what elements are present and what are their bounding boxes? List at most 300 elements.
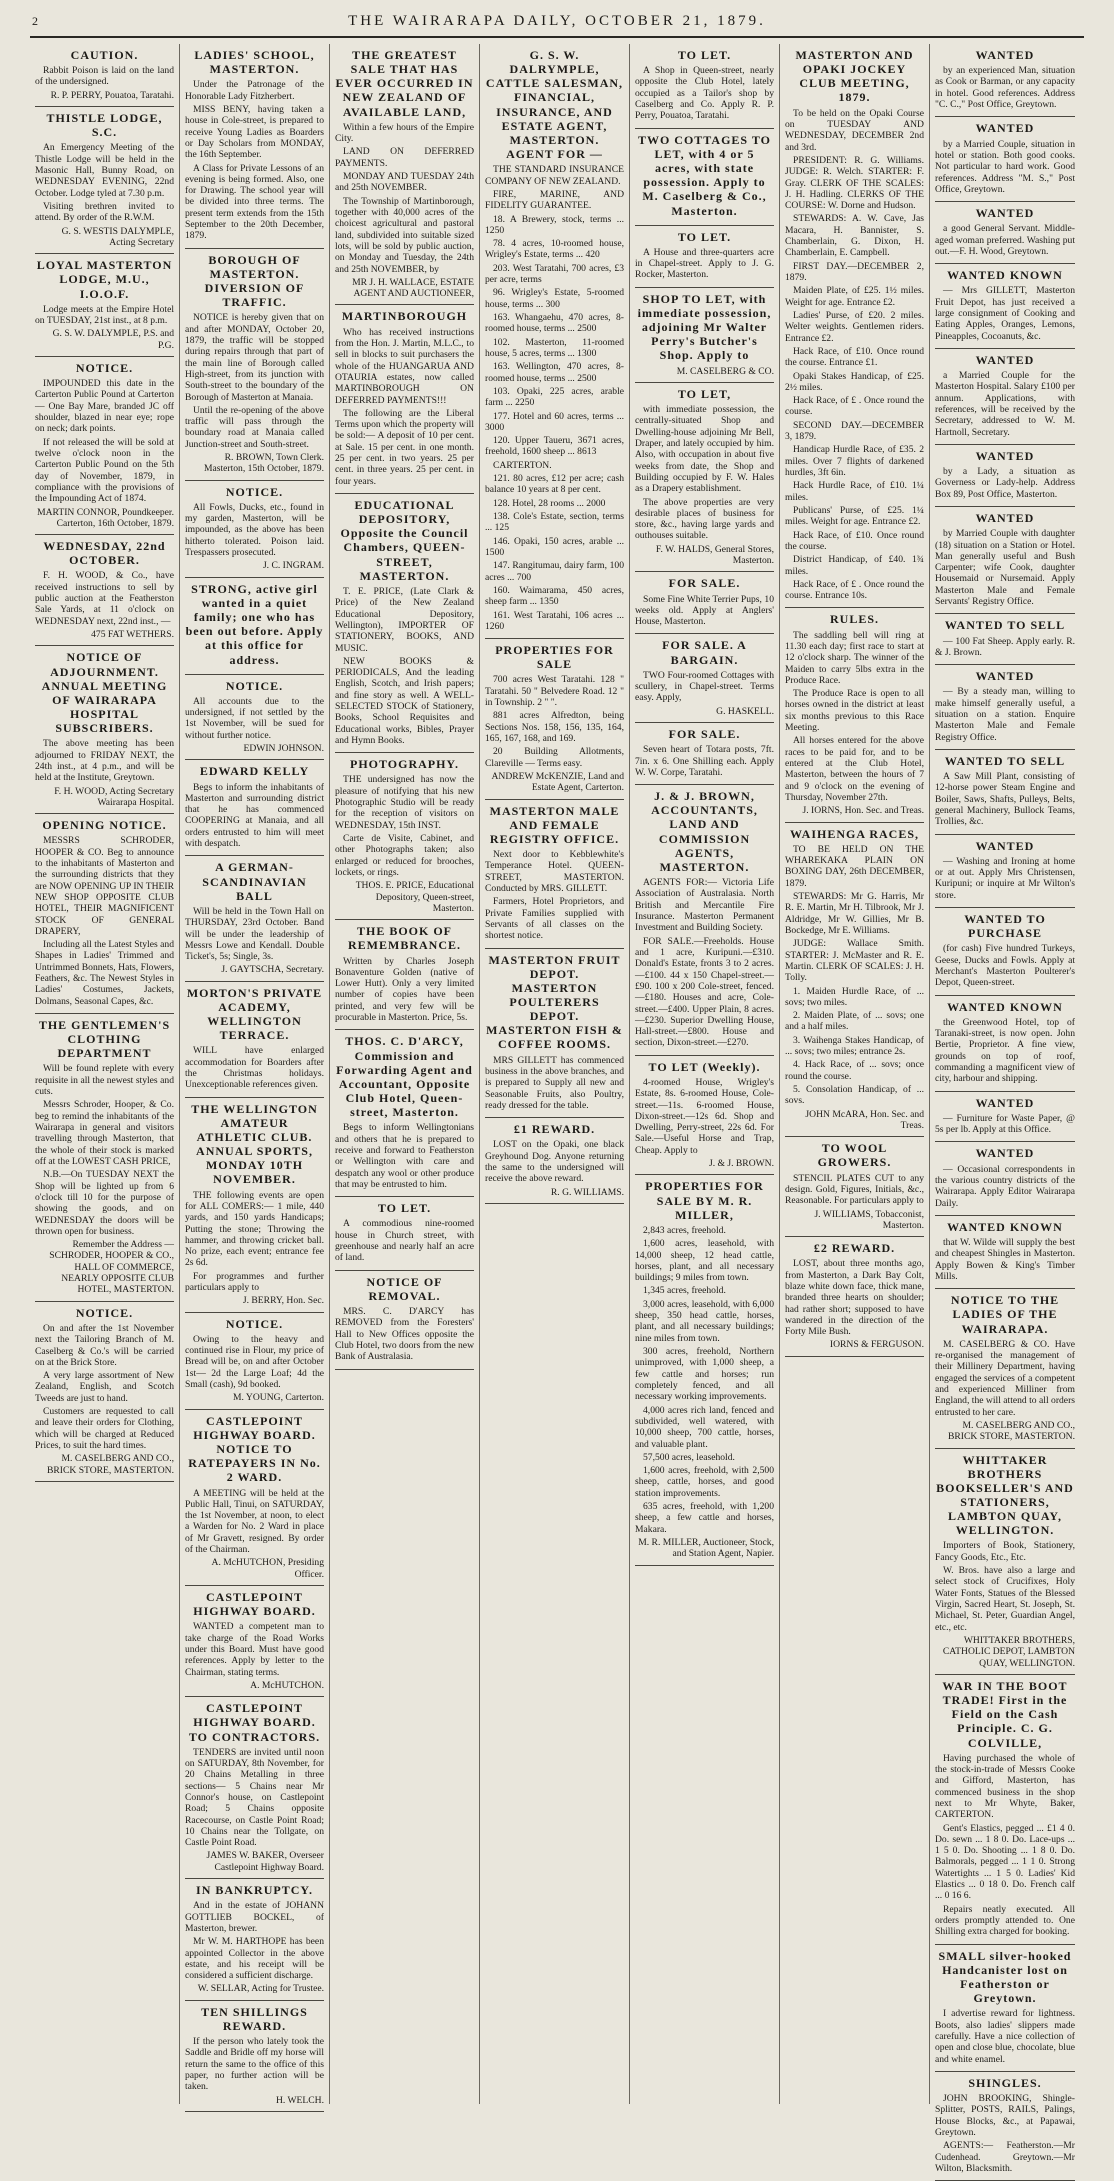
ad-paragraph: 163. Wellington, 470 acres, 8-roomed house, terms ... 2500 — [485, 361, 624, 384]
ad-paragraph: A MEETING will be held at the Public Hall, Tinui, on SATURDAY, the 1st November, at noon, to elect a Warden for No. 2 Ward in place of Mr Gravett, resigned. By order of the Chairman. — [185, 1487, 324, 1556]
ad-paragraph: FIRE, MARINE, AND FIDELITY GUARANTEE. — [485, 188, 624, 212]
ad-paragraph: A House and three-quarters acre in Chapel-street. Apply to J. G. Rocker, Masterton. — [635, 246, 774, 281]
ad-paragraph: Under the Patronage of the Honorable Lady Fitzherbert. — [185, 79, 324, 102]
advertisement — [185, 2001, 324, 2112]
masthead — [30, 6, 1084, 38]
ad-paragraph: WANTED a competent man to take charge of the Road Works under this Board. Must have good references. Apply by letter to the Chairman, stating terms. — [185, 1621, 324, 1678]
ad-heading: FOR SALE. — [668, 576, 741, 591]
ad-heading: OPENING NOTICE. — [42, 818, 167, 833]
ad-heading: LOYAL MASTERTON LODGE, M.U., I.O.O.F. — [36, 258, 173, 301]
ad-paragraph: The saddling bell will ring at 11.30 each day; first race to start at 12 o'clock sharp. The winner of the Maiden to carry 5lbs extra in the Produce Race. — [785, 629, 924, 686]
ad-paragraph: The following are the Liberal Terms upon which the property will be sold:— A deposit of 10 per cent. at Sale. 15 per cent. in one month. 25 per cent. in two years. 25 per cent. in three years. 25 per cent. in four years. — [335, 407, 474, 487]
ad-paragraph: 4. Hack Race, of ... sovs; once round the course. — [785, 1059, 924, 1082]
advertisement — [935, 1142, 1075, 1215]
ad-paragraph: A commodious nine-roomed house in Church street, with greenhouse and nearly half an acre of land. — [335, 1218, 474, 1264]
ad-paragraph: Opaki Stakes Handicap, of £25. 2½ miles. — [785, 370, 924, 393]
ad-paragraph: 1. Maiden Hurdle Race, of ... sovs; two miles. — [785, 985, 924, 1008]
ad-paragraph: 177. Hotel and 60 acres, terms ... 3000 — [485, 410, 624, 433]
ad-paragraph: Hack Race, of £10. Once round the course. Entrance £1. — [785, 345, 924, 369]
ad-paragraph: TENDERS are invited until noon on SATURDAY, 8th November, for 20 Chains Metalling in three sections— 5 Chains near Mr Connor's house, on Castlepoint Road; 5 Chains opposite Racecourse, on Castle Point Road; 10 Chains near the Tollgate, on Castle Point Road. — [185, 1746, 324, 1849]
advertisement — [785, 608, 924, 822]
ad-paragraph: 146. Opaki, 150 acres, arable ... 1500 — [485, 535, 624, 558]
ad-paragraph: LAND ON DEFERRED PAYMENTS. — [335, 146, 474, 169]
ad-heading: WAIHENGA RACES, — [789, 826, 920, 841]
ad-paragraph: the Greenwood Hotel, top of Taranaki-street, is now open. John Bertie, Proprietor. A fine view, grounds on top of roof, commanding a magnificent view of city, harbour and shipping. — [935, 1016, 1075, 1085]
advertisement — [35, 254, 174, 357]
advertisement — [785, 823, 924, 1138]
ad-paragraph: Repairs neatly executed. All orders promptly attended to. One Shilling extra charged for booking. — [935, 1903, 1075, 1938]
ad-paragraph: All Fowls, Ducks, etc., found in my garden, Masterton, will be impounded, as the above has been hitherto tolerated. Poison laid. Trespassers prosecuted. — [185, 501, 324, 559]
advertisement — [785, 1237, 924, 1357]
advertisement — [185, 1098, 324, 1313]
advertisement — [935, 44, 1075, 117]
advertisement — [935, 908, 1075, 996]
ad-heading: THE GREATEST SALE THAT HAS EVER OCCURRED IN NEW ZEALAND OF AVAILABLE LAND, — [335, 48, 474, 119]
ad-paragraph: On and after the 1st November next the Tailoring Branch of M. Caselberg & Co.'s will be carried on at the Brick Store. — [35, 1322, 174, 1368]
ad-paragraph: MRS GILLETT has commenced business in the above branches, and is prepared to Supply all new and Seasonable Fruits, also Poultry, ready dressed for the table. — [485, 1054, 624, 1111]
ad-paragraph: FIRST DAY.—DECEMBER 2, 1879. — [785, 260, 924, 283]
ad-paragraph: CARTERTON. — [493, 459, 552, 471]
advertisement — [635, 723, 774, 785]
ad-heading: WANTED — [975, 206, 1035, 221]
ad-heading: WANTED — [975, 352, 1035, 367]
ad-paragraph: An Emergency Meeting of the Thistle Lodge will be held in the Masonic Hall, Bunny Road, on WEDNESDAY EVENING, 22nd October. Lodge tyled at 7.30 p.m. — [35, 142, 174, 199]
column-4 — [480, 44, 630, 2104]
ad-heading: WANTED — [975, 48, 1035, 62]
ad-paragraph: The Township of Martinborough, together with 40,000 acres of the choicest agricultural and pastoral land, subdivided into suitable sized lots, will be sold by public auction, on Monday and Tuesday, the 24th and 25th NOVEMBER, by — [335, 195, 474, 275]
ad-paragraph: with immediate possession, the centrally-situated Shop and Dwelling-house adjoining Mr Bell, Draper, and lately occupied by him. Also, with occupation in about five weeks from date, the Shop and Building occupied by F. W. Hales as a Drapery establishment. — [635, 404, 774, 495]
ad-paragraph: a Married Couple for the Masterton Hospital. Salary £100 per annum. Applications, with references, will be received by the Secretary, addressed to W. M. Hartnoll, Secretary. — [935, 370, 1075, 438]
ad-paragraph: by a Married Couple, situation in hotel or station. Both good cooks. Not particular to hard work. Good references. Address "M. S.," Post Office, Greytown. — [935, 138, 1075, 195]
ad-paragraph: Who has received instructions from the Hon. J. Martin, M.L.C., to sell in blocks to suit purchasers the whole of the HUANGARUA AND OTAURIA estates, now called MARTINBOROUGH ON DEFERRED PAYMENTS!!! — [335, 326, 474, 406]
ad-paragraph: THE undersigned has now the pleasure of notifying that his new Photographic Studio will be ready for the reception of visitors on WEDNESDAY, 15th INST. — [335, 774, 474, 831]
ad-paragraph: Having purchased the whole of the stock-in-trade of Messrs Cooke and Gifford, Masterton, has commenced business in the shop next to Mr Whyte, Baker, CARTERTON. — [935, 1752, 1075, 1821]
ad-paragraph: 18. A Brewery, stock, terms ... 1250 — [485, 213, 624, 236]
ad-heading: TO LET, — [677, 386, 732, 401]
page-number: 2 — [32, 14, 38, 28]
ad-paragraph: 635 acres, freehold, with 1,200 sheep, a few cattle and horses, Makara. — [635, 1501, 774, 1535]
ad-paragraph: 103. Opaki, 225 acres, arable farm ... 2250 — [485, 385, 624, 409]
ad-paragraph: The above properties are very desirable places of business for store, &c., having large yards and outhouses suitable. — [635, 496, 774, 542]
ad-paragraph: Will be found replete with every requisite in all the newest styles and cuts. — [35, 1063, 174, 1098]
advertisement — [185, 1879, 324, 2001]
advertisement — [335, 1030, 474, 1197]
advertisement — [185, 856, 324, 981]
advertisement — [335, 1197, 474, 1270]
ad-heading: WANTED TO SELL — [944, 618, 1066, 633]
ad-heading: MARTINBOROUGH — [341, 309, 468, 324]
ad-heading: SHINGLES. — [968, 2075, 1042, 2090]
ad-paragraph: 121. 80 acres, £12 per acre; cash balance 10 years at 8 per cent. — [485, 473, 624, 496]
advertisement — [935, 1675, 1075, 1945]
ad-paragraph: And in the estate of JOHANN GOTTLIEB BOCKEL, of Masterton, brewer. — [185, 1900, 324, 1934]
ad-paragraph: WILL have enlarged accommodation for Boarders after the Christmas holidays. Unexceptionable references given. — [185, 1045, 324, 1091]
ad-paragraph: STEWARDS: A. W. Cave, Jas Macara, H. Bannister, S. Chamberlain, G. Dixon, H. Chamberlain, E. Campbell. — [785, 213, 924, 259]
ad-paragraph: Begs to inform Wellingtonians and others that he is prepared to receive and forward to Featherston or Wellington with care and despatch any wool or other produce that may be entrusted to him. — [335, 1122, 474, 1190]
ad-heading: CASTLEPOINT HIGHWAY BOARD. NOTICE TO RATEPAYERS IN No. 2 WARD. — [188, 1413, 321, 1485]
ad-heading: STRONG, active girl wanted in a quiet family; one who has been out before. Apply at this office for address. — [185, 581, 324, 667]
ad-signature: J. C. INGRAM. — [262, 560, 324, 572]
ad-paragraph: If the person who lately took the Saddle and Bridle off my horse will return the same to the office of this paper, no further action will be taken. — [185, 2036, 324, 2093]
advertisement — [335, 753, 474, 920]
ad-heading: TO LET. — [377, 1201, 432, 1216]
ad-heading: NOTICE. — [225, 1316, 284, 1331]
ad-paragraph: 163. Whangaehu, 470 acres, 8-roomed house, terms ... 2500 — [485, 312, 624, 335]
advertisement — [35, 357, 174, 535]
ad-heading: EDWARD KELLY — [199, 764, 310, 779]
ad-paragraph: The Produce Race is open to all horses owned in the district at least six months previous to this Race Meeting. — [785, 688, 924, 734]
ad-signature: A. McHUTCHON, Presiding Officer. — [211, 1557, 324, 1580]
ad-heading: RULES. — [829, 612, 879, 627]
ad-paragraph: 78. 4 acres, 10-roomed house, Wrigley's Estate, terms ... 420 — [485, 238, 624, 261]
advertisement — [935, 1216, 1075, 1289]
ad-paragraph: 881 acres Alfredton, being Sections Nos. 158, 156, 135, 164, 165, 167, 168, and 169. — [485, 710, 624, 744]
ad-paragraph: Ladies' Purse, of £20. 2 miles. Welter weights. Gentlemen riders. Entrance £2. — [785, 309, 924, 344]
ad-heading: TO LET. — [677, 229, 732, 244]
advertisement — [935, 1092, 1075, 1143]
ad-heading: WANTED TO SELL — [944, 753, 1066, 768]
ad-paragraph: Owing to the heavy and continued rise in Flour, my price of Bread will be, on and after October 1st— 2d the Large Loaf; 4d the Small (cash), 9d booked. — [185, 1333, 324, 1391]
ad-paragraph: Including all the Latest Styles and Shapes in Ladies' Trimmed and Untrimmed Bonnets, Hats, Flowers, Feathers, &c. The Newest Styles in Ladies' Costumes, Jackets, Dolmans, Seasonal Capes, &c. — [35, 939, 174, 1007]
advertisement — [35, 1014, 174, 1302]
ad-heading: NOTICE TO THE LADIES OF THE WAIRARAPA. — [950, 1293, 1060, 1336]
ad-heading: MORTON'S PRIVATE ACADEMY, WELLINGTON TERRACE. — [186, 985, 323, 1043]
ad-paragraph: Handicap Hurdle Race, of £35. 2 miles. Over 7 flights of darkened hurdles, 3ft 6in. — [785, 444, 924, 478]
advertisement — [635, 1056, 774, 1176]
ad-signature: J. IORNS, Hon. Sec. and Treas. — [802, 805, 924, 817]
ad-heading: THISTLE LODGE, S.C. — [46, 111, 163, 140]
ad-paragraph: Maiden Plate, of £25. 1½ miles. Weight for age. Entrance £2. — [785, 285, 924, 308]
ad-paragraph: NEW BOOKS & PERIODICALS, And the leading English, Scotch, and Irish papers; and fine story as well. A WELL-SELECTED STOCK of Stationery, Books, School Requisites and Educational works, Bibles, Prayer and Hymn Books. — [335, 655, 474, 746]
advertisement — [935, 1945, 1075, 2072]
ad-paragraph: STEWARDS: Mr G. Harris, Mr R. E. Martin, Mr H. Tilbrook, Mr J. Aldridge, Mr W. Gillies, Mr B. Bockedge, Mr E. Williams. — [785, 891, 924, 936]
ad-heading: IN BANKRUPTCY. — [196, 1883, 313, 1898]
ad-signature: M. CASELBERG AND CO., BRICK STORE, MASTERTON. — [46, 1453, 174, 1476]
advertisement — [935, 507, 1075, 614]
ad-paragraph: 203. West Taratahi, 700 acres, £3 per acre, terms — [485, 262, 624, 286]
ad-heading: THE WELLINGTON AMATEUR ATHLETIC CLUB. ANNUAL SPORTS, MONDAY 10TH NOVEMBER. — [191, 1101, 318, 1187]
ad-paragraph: IMPOUNDED this date in the Carterton Public Pound at Carterton — One Bay Mare, branded JC off shoulder, blazed in near eye; rope on neck; dark points. — [35, 378, 174, 435]
ad-paragraph: Hack Race, of £ . Once round the course. — [785, 395, 924, 418]
ad-heading: WHITTAKER BROTHERS BOOKSELLER'S AND STATIONERS, LAMBTON QUAY, WELLINGTON. — [936, 1452, 1074, 1538]
advertisement — [185, 1410, 324, 1586]
ad-paragraph: 57,500 acres, leasehold. — [643, 1451, 735, 1463]
column-7 — [930, 44, 1080, 2174]
ad-heading: NOTICE. — [225, 678, 284, 693]
ad-paragraph: Carte de Visite, Cabinet, and other Photographs taken; also enlarged or reduced for brooches, lockets, or rings. — [335, 833, 474, 878]
ad-heading: TO WOOL GROWERS. — [817, 1141, 892, 1170]
ad-heading: TEN SHILLINGS REWARD. — [201, 2004, 308, 2033]
ad-heading: WAR IN THE BOOT TRADE! First in the Field on the Cash Principle. C. G. COLVILLE, — [942, 1678, 1068, 1750]
ad-signature: M. R. MILLER, Auctioneer, Stock, and Station Agent, Napier. — [638, 1537, 774, 1560]
ad-paragraph: For programmes and further particulars apply to — [185, 1270, 324, 1294]
ad-paragraph: 5. Consolation Handicap, of ... sovs. — [785, 1084, 924, 1107]
ad-paragraph: THE STANDARD INSURANCE COMPANY OF NEW ZEALAND. — [485, 164, 624, 187]
advertisement — [485, 1118, 624, 1204]
advertisement — [935, 202, 1075, 264]
ad-paragraph: Hack Race, of £ . Once round the course. Entrance 10s. — [785, 578, 924, 602]
ad-heading: WANTED TO PURCHASE — [964, 912, 1046, 941]
ad-heading: £2 REWARD. — [813, 1241, 896, 1256]
ad-paragraph: 160. Waimarama, 450 acres, sheep farm ... 1350 — [485, 584, 624, 608]
advertisement — [35, 107, 174, 254]
ad-paragraph: 147. Rangitumau, dairy farm, 100 acres ... 700 — [485, 560, 624, 583]
ad-heading: PROPERTIES FOR SALE BY M. R. MILLER, — [645, 1179, 764, 1222]
ad-signature: F. H. WOOD, Acting Secretary Wairarapa Hospital. — [54, 785, 174, 808]
ad-paragraph: 2,843 acres, freehold. — [643, 1224, 726, 1236]
ad-paragraph: a good General Servant. Middle-aged woman preferred. Washing put out.—F. H. Wood, Greytown. — [935, 223, 1075, 257]
column-2 — [180, 44, 330, 2104]
ad-signature: A. McHUTCHON. — [250, 1679, 324, 1691]
ad-heading: WANTED — [975, 121, 1035, 136]
ad-heading: BOROUGH OF MASTERTON. DIVERSION OF TRAFFIC. — [204, 252, 305, 310]
ad-signature: R. G. WILLIAMS. — [550, 1186, 624, 1198]
ad-paragraph: W. Bros. have also a large and select stock of Crucifixes, Holy Water Fonts, Statues of the Blessed Virgin, Sacred Heart, St. Joseph, St. Michael, St. Peter, Guardian Angel, etc., etc. — [935, 1565, 1075, 1633]
ad-signature: G. S. WESTIS DALYMPLE, Acting Secretary — [61, 225, 174, 248]
ad-signature: M. CASELBERG & CO. — [676, 365, 774, 377]
ad-heading: NOTICE. — [225, 484, 284, 499]
ad-heading: TO LET. — [677, 48, 732, 62]
advertisement — [635, 634, 774, 723]
ad-heading: FOR SALE. A BARGAIN. — [662, 638, 747, 667]
ad-heading: WEDNESDAY, 22nd OCTOBER. — [43, 539, 166, 568]
ad-paragraph: Hack Race, of £10. Once round the course. — [785, 529, 924, 552]
ad-paragraph: Mr W. M. HARTHOPE has been appointed Collector in the above estate, and his receipt will be considered a sufficient discharge. — [185, 1936, 324, 1982]
ad-signature: W. SELLAR, Acting for Trustee. — [197, 1983, 324, 1995]
ad-heading: CASTLEPOINT HIGHWAY BOARD. TO CONTRACTORS. — [188, 1701, 321, 1744]
ad-paragraph: MESSRS SCHRODER, HOOPER & CO. Beg to announce to the inhabitants of Masterton and the surrounding districts that they are NOW OPENING UP IN THEIR NEW SHOP OPPOSITE CLUB HOTEL, THEIR MAGNIFICENT STOCK OF GENERAL DRAPERY, — [35, 835, 174, 937]
ad-heading: WANTED KNOWN — [947, 999, 1063, 1014]
ad-signature: R. P. PERRY, Pouatoa, Taratahi. — [50, 89, 174, 101]
ad-heading: TO LET (Weekly). — [648, 1059, 761, 1074]
ad-signature: H. WELCH. — [275, 2094, 324, 2106]
ad-heading: CAUTION. — [70, 48, 139, 62]
ad-paragraph: Lodge meets at the Empire Hotel on TUESDAY, 21st inst., at 8 p.m. — [35, 303, 174, 326]
ad-paragraph: TO BE HELD ON THE WHAREKAKA PLAIN ON BOXING DAY, 26th DECEMBER, 1879. — [785, 843, 924, 889]
ad-paragraph: A Shop in Queen-street, nearly opposite the Club Hotel, lately occupied as a Tailor's shop by Caselberg and Co. Apply R. P. Perry, Pouatoa, Taratahi. — [635, 65, 774, 122]
ad-heading: TWO COTTAGES TO LET, with 4 or 5 acres, with state possession. Apply to M. Caselberg & Co., Masterton. — [637, 132, 772, 218]
ad-heading: MASTERTON FRUIT DEPOT. MASTERTON POULTERERS DEPOT. MASTERTON FISH & COFFEE ROOMS. — [486, 952, 623, 1052]
advertisement — [335, 494, 474, 753]
ad-paragraph: AGENTS FOR:— Victoria Life Association of Australasia. North British and Mercantile Fire Insurance. Masterton Permanent Investment and Building Society. — [635, 877, 774, 934]
advertisement — [485, 44, 624, 639]
advertisement — [185, 481, 324, 578]
ad-paragraph: 1,600 acres, freehold, with 2,500 sheep, cattle, horses, and good station improvements. — [635, 1465, 774, 1499]
ad-paragraph: by an experienced Man, situation as Cook or Barman, or any capacity in hotel. Good references. Address "C. C.," Post Office, Greytown. — [935, 65, 1075, 111]
ad-heading: WANTED — [975, 669, 1035, 684]
ad-heading: NOTICE OF REMOVAL. — [366, 1274, 443, 1303]
advertisement — [635, 572, 774, 634]
ad-signature: MARTIN CONNOR, Poundkeeper. Carterton, 16th October, 1879. — [37, 506, 174, 529]
advertisement — [185, 675, 324, 761]
newspaper-title: THE WAIRARAPA DAILY, OCTOBER 21, 1879. — [348, 13, 766, 29]
ad-paragraph: Importers of Book, Stationery, Fancy Goods, Etc., Etc. — [935, 1540, 1075, 1563]
ad-paragraph: Farmers, Hotel Proprietors, and Private Families supplied with Servants of all classes on the shortest notice. — [485, 896, 624, 942]
ad-paragraph: The above meeting has been adjourned to FRIDAY NEXT, the 24th inst., at 4 p.m., and will be held at the Institute, Greytown. — [35, 738, 174, 784]
ad-heading: WANTED — [975, 511, 1035, 526]
advertisement — [935, 349, 1075, 445]
ad-paragraph: Some Fine White Terrier Pups, 10 weeks old. Apply at Anglers' House, Masterton. — [635, 593, 774, 628]
ad-heading: SHOP TO LET, with immediate possession, adjoining Mr Walter Perry's Butcher's Shop. Apply to — [637, 291, 772, 363]
ad-paragraph: Gent's Elastics, pegged ... £1 4 0. Do. sewn ... 1 8 0. Do. Lace-ups ... 1 5 0. Do. Shooting ... 1 8 0. Do. Balmorals, pegged ... 1 1 0. Strong Watertights ... 1 5 0. Ladies' Kid Elastics ... 0 18 0. Do. French calf ... 0 16 6. — [935, 1822, 1075, 1902]
ad-paragraph: LOST, about three months ago, from Masterton, a Dark Bay Colt, blaze white down face, thick mane, branded three hearts on shoulder; had rather short; supposed to have wandered in the direction of the Forty Mile Bush. — [785, 1258, 924, 1338]
ad-paragraph: All horses entered for the above races to be paid for, and to be entered at the Club Hotel, Masterton, between the hours of 7 and 9 o'clock on the evening of Thursday, November 27th. — [785, 735, 924, 803]
ad-heading: FOR SALE. — [668, 727, 741, 742]
advertisement — [185, 1586, 324, 1697]
ad-heading: MASTERTON MALE AND FEMALE REGISTRY OFFICE. — [489, 803, 620, 846]
ad-paragraph: 1,345 acres, freehold. — [643, 1285, 726, 1297]
ad-paragraph: 96. Wrigley's Estate, 5-roomed house, terms ... 300 — [485, 287, 624, 310]
ad-paragraph: by Married Couple with daughter (18) situation on a Station or Hotel. Man generally useful and Bush Carpenter; wife Cook, daughter Housemaid or Nursemaid. Apply Masterton Male and Female Servants' Registry Office. — [935, 528, 1075, 608]
ad-heading: THE BOOK OF REMEMBRANCE. — [348, 924, 461, 953]
ad-paragraph: STENCIL PLATES CUT to any design. Gold, Figures, Initials, &c., Reasonable. For particulars apply to — [785, 1172, 924, 1207]
ad-signature: MR J. H. WALLACE, ESTATE AGENT AND AUCTIONEER, — [352, 276, 474, 300]
advertisement — [485, 639, 624, 799]
advertisement — [335, 44, 474, 305]
ad-signature: 475 FAT WETHERS. — [91, 629, 174, 641]
ad-paragraph: — By a steady man, willing to make himself generally useful, a situation on a station. Enquire Masterton Male and Female Registry Office. — [935, 686, 1075, 743]
ad-paragraph: N.B.—On TUESDAY NEXT the Shop will be lighted up from 6 o'clock till 10 for the purpose of showing the goods, and on WEDNESDAY the doors will be thrown open for business. — [35, 1169, 174, 1237]
advertisement — [35, 646, 174, 814]
advertisement — [185, 44, 324, 249]
ad-paragraph: PRESIDENT: R. G. Williams. JUDGE: R. Welch. STARTER: F. Gray. CLERK OF THE SCALES: J. H. Hadling. CLERKS OF THE COURSE: W. Dorne and Hudson. — [785, 154, 924, 212]
advertisement — [35, 1302, 174, 1482]
ad-paragraph: Seven heart of Totara posts, 7ft. 7in. x 6. One Shilling each. Apply W. W. Corpe, Taratahi. — [635, 744, 774, 778]
ad-paragraph: Rabbit Poison is laid on the land of the undersigned. — [35, 65, 174, 88]
advertisement — [485, 949, 624, 1119]
ad-paragraph: Hack Hurdle Race, of £10. 1¼ miles. — [785, 480, 924, 503]
ad-heading: CASTLEPOINT HIGHWAY BOARD. — [193, 1590, 316, 1619]
ad-paragraph: 128. Hotel, 28 rooms ... 2000 — [493, 497, 606, 509]
advertisement — [935, 996, 1075, 1092]
advertisement — [785, 44, 924, 608]
ad-paragraph: I advertise reward for lightness. Boots, also ladies' slippers made carefully. Have a nice collection of open and close blue, chocolate, blue and white enamel. — [935, 2008, 1075, 2065]
ad-heading: NOTICE. — [75, 1305, 134, 1320]
ad-heading: THOS. C. D'ARCY, Commission and Forwarding Agent and Accountant, Opposite Club Hotel, Queen-street, Masterton. — [336, 1034, 473, 1120]
ad-paragraph: 300 acres, freehold, Northern unimproved, with 1,000 sheep, a few cattle and horses; run completely fenced, and all necessary working improvements. — [635, 1346, 774, 1403]
column-5 — [630, 44, 780, 2104]
ad-paragraph: Customers are requested to call and leave their orders for Clothing, which will be charged at Reduced Prices, to suit the hard times. — [35, 1406, 174, 1451]
ad-heading: SMALL silver-hooked Handcanister lost on Featherston or Greytown. — [938, 1948, 1072, 2006]
ad-signature: WHITTAKER BROTHERS, CATHOLIC DEPOT, LAMBTON QUAY, WELLINGTON. — [942, 1634, 1075, 1669]
ad-heading: THE GENTLEMEN'S CLOTHING DEPARTMENT — [38, 1018, 171, 1061]
ad-paragraph: AGENTS:— Featherston.—Mr Cudenhead. Greytown.—Mr Wilton, Blacksmith. — [935, 2140, 1075, 2174]
ad-signature: IORNS & FERGUSON. — [829, 1339, 924, 1351]
ad-heading: WANTED KNOWN — [947, 268, 1063, 283]
ad-paragraph: THE following events are open for ALL COMERS:— 1 mile, 440 yards, and 150 yards Handicaps; Putting the stone; Throwing the hammer, and throwing cricket ball. No prize, each event; entrance fee 2s 6d. — [185, 1189, 324, 1269]
ad-paragraph: District Handicap, of £40. 1¾ miles. — [785, 554, 924, 577]
ad-paragraph: If not released the will be sold at twelve o'clock noon in the Carterton Public Pound on the 5th day of November, 1879, in compliance with the provisions of the Impounding Act of 1874. — [35, 436, 174, 505]
ad-paragraph: NOTICE is hereby given that on and after MONDAY, October 20, 1879, the traffic will be stopped during repairs through that part of the main line of Borough called High-street, from its junction with South-street to the boundary of the Borough of Masterton at Manaia. — [185, 312, 324, 403]
ad-heading: NOTICE. — [75, 360, 134, 375]
ad-paragraph: Begs to inform the inhabitants of Masterton and surrounding district that he has commenced COOPERING at Manaia, and all orders entrusted to him will meet with despatch. — [185, 781, 324, 850]
advertisement — [935, 665, 1075, 750]
ad-paragraph: A Saw Mill Plant, consisting of 12-horse power Steam Engine and Boiler, Saws, Shafts, Pulleys, Belts, general Machinery, Bullock Teams, Trollies, &c. — [935, 771, 1075, 828]
advertisement — [935, 117, 1075, 202]
advertisement — [35, 814, 174, 1014]
ad-paragraph: To be held on the Opaki Course on TUESDAY AND WEDNESDAY, DECEMBER 2nd and 3rd. — [785, 107, 924, 153]
advertisement — [485, 800, 624, 949]
ad-paragraph: FOR SALE.—Freeholds. House and 1 acre, Kuripuni.—£310. Donald's Estate, fronts 3 to 2 acres.—£100. 44 x 150 Chapel-street.—£90. 100 x 200 Cole-street, fenced.—£180. Houses and acre, Cole-street.—£400. Upper Plain, 8 acres.—£230. Superior Dwelling House, Hall-street.—£800. House and section, Dixon-street.—£270. — [635, 935, 774, 1049]
ad-heading: £1 REWARD. — [513, 1122, 596, 1137]
ad-paragraph: M. CASELBERG & CO. Have re-organised the management of their Millinery Department, having engaged the services of a competent and experienced Milliner from England, the will attend to all orders entrusted to her care. — [935, 1338, 1075, 1418]
ad-paragraph: Publicans' Purse, of £25. 1¼ miles. Weight for age. Entrance £2. — [785, 504, 924, 528]
ad-paragraph: — Occasional correspondents in the various country districts of the Wairarapa. Apply Editor Wairarapa Daily. — [935, 1163, 1075, 1209]
ad-heading: A GERMAN-SCANDINAVIAN BALL — [202, 860, 307, 903]
advertisement — [335, 1271, 474, 1370]
ad-heading: PROPERTIES FOR SALE — [495, 643, 614, 672]
ad-paragraph: — Washing and Ironing at home or at out. Apply Mrs Christensen, Kuripuni; or inquire at Mr Wilton's store. — [935, 855, 1075, 901]
advertisement — [635, 288, 774, 383]
advertisement — [935, 1449, 1075, 1675]
ad-heading: WANTED — [975, 1146, 1035, 1161]
ad-heading: WANTED — [975, 1095, 1035, 1110]
ad-paragraph: — Mrs GILLETT, Masterton Fruit Depot, has just received a large consignment of Cooking and Eating Apples, Oranges, Lemons, Pineapples, Cocoanuts, &c. — [935, 285, 1075, 342]
advertisement — [335, 305, 474, 494]
ad-signature: JAMES W. BAKER, Overseer Castlepoint Highway Board. — [206, 1850, 324, 1873]
ad-paragraph: 138. Cole's Estate, section, terms ... 125 — [485, 511, 624, 534]
ad-paragraph: JOHN BROOKING, Shingle-Splitter, POSTS, RAILS, Palings, House Blocks, &c., at Papawai, Greytown. — [935, 2093, 1075, 2138]
ad-heading: PHOTOGRAPHY. — [349, 757, 459, 772]
ad-paragraph: 3,000 acres, leasehold, with 6,000 sheep, 350 head cattle, horses, plant, and all necessary buildings; nine miles from town. — [635, 1298, 774, 1344]
advertisement — [635, 785, 774, 1056]
ad-signature: JOHN McARA, Hon. Sec. and Treas. — [805, 1108, 924, 1131]
ad-paragraph: 4,000 acres rich land, fenced and subdivided, well watered, with 10,000 sheep, 700 cattle, horses, and valuable plant. — [635, 1404, 774, 1450]
ad-paragraph: Written by Charles Joseph Bonaventure Golden (native of Lower Hutt). Only a very limited number of copies have been printed, and very few will be procurable in Masterton. Price, 5s. — [335, 955, 474, 1024]
advertisement — [935, 614, 1075, 665]
ad-signature: F. W. HALDS, General Stores, Masterton. — [655, 543, 774, 567]
advertisement — [185, 1313, 324, 1410]
advertisement — [935, 835, 1075, 908]
columns-container — [30, 44, 1084, 2174]
ad-heading: MASTERTON AND OPAKI JOCKEY CLUB MEETING, 1879. — [795, 48, 914, 105]
column-1 — [30, 44, 180, 2104]
ad-signature: EDWIN JOHNSON. — [243, 743, 324, 755]
ad-signature: G. S. W. DALYMPLE, P.S. and P.G. — [52, 328, 174, 351]
ad-paragraph: 102. Masterton, 11-roomed house, 5 acres, terms ... 1300 — [485, 336, 624, 359]
ad-paragraph: LOST on the Opaki, one black Greyhound Dog. Anyone returning the same to the undersigned will receive the above reward. — [485, 1139, 624, 1185]
ad-paragraph: (for cash) Five hundred Turkeys, Geese, Ducks and Fowls. Apply at Merchant's Masterton Poulterer's Depot, Queen-street. — [935, 943, 1075, 989]
advertisement — [635, 226, 774, 288]
ad-signature: J. WILLIAMS, Tobacconist, Masterton. — [814, 1208, 924, 1231]
advertisement — [35, 44, 174, 107]
ad-paragraph: Will be held in the Town Hall on THURSDAY, 23rd October. Band will be under the leadership of Messrs Lowe and Kendall. Double Ticket's, 5s; Single, 3s. — [185, 905, 324, 963]
ad-paragraph: MRS. C. D'ARCY has REMOVED from the Foresters' Hall to New Offices opposite the Club Hotel, two doors from the new Bank of Australasia. — [335, 1305, 474, 1363]
ad-paragraph: 120. Upper Taueru, 3671 acres, freehold, 1600 sheep ... 8613 — [485, 435, 624, 458]
advertisement — [635, 129, 774, 226]
ad-paragraph: Within a few hours of the Empire City. — [335, 121, 474, 145]
ad-paragraph: — Furniture for Waste Paper, @ 5s per lb. Apply at this Office. — [935, 1112, 1075, 1136]
advertisement — [185, 760, 324, 856]
ad-paragraph: TWO Four-roomed Cottages with scullery, in Chapel-street. Terms easy. Apply, — [635, 669, 774, 704]
ad-paragraph: A very large assortment of New Zealand, English, and Scotch Tweeds are just to hand. — [35, 1370, 174, 1404]
ad-paragraph: 20 Building Allotments, Clareville — Terms easy. — [485, 746, 624, 769]
advertisement — [935, 445, 1075, 507]
ad-signature: G. HASKELL. — [716, 705, 774, 717]
ad-paragraph: SECOND DAY.—DECEMBER 3, 1879. — [785, 419, 924, 443]
advertisement — [635, 1175, 774, 1565]
ad-heading: G. S. W. DALRYMPLE, CATTLE SALESMAN, FINANCIAL, INSURANCE, AND ESTATE AGENT, MASTERTON. AGENT FOR — — [485, 48, 624, 162]
ad-paragraph: 1,600 acres, leasehold, with 14,000 sheep, 12 head cattle, horses, plant, and all necessary buildings; 9 miles from town. — [635, 1238, 774, 1284]
ad-heading: NOTICE OF ADJOURNMENT. ANNUAL MEETING OF WAIRARAPA HOSPITAL SUBSCRIBERS. — [41, 650, 168, 736]
ad-paragraph: 2. Maiden Plate, of ... sovs; one and a half miles. — [785, 1010, 924, 1033]
ad-paragraph: that W. Wilde will supply the best and cheapest Shingles in Masterton. Apply Bowen & King's Timber Mills. — [935, 1236, 1075, 1282]
ad-signature: J. & J. BROWN. — [708, 1158, 774, 1170]
ad-signature: J. BERRY, Hon. Sec. — [242, 1295, 324, 1307]
ad-paragraph: MISS BENY, having taken a house in Cole-street, is prepared to receive Young Ladies as Boarders or Day Scholars from MONDAY, the 16th September. — [185, 103, 324, 161]
ad-paragraph: Messrs Schroder, Hooper, & Co. beg to remind the inhabitants of the Wairarapa in general and visitors travelling through Masterton, that the whole of their stock is marked off at the LOWEST CASH PRICE, — [35, 1099, 174, 1167]
advertisement — [335, 920, 474, 1030]
